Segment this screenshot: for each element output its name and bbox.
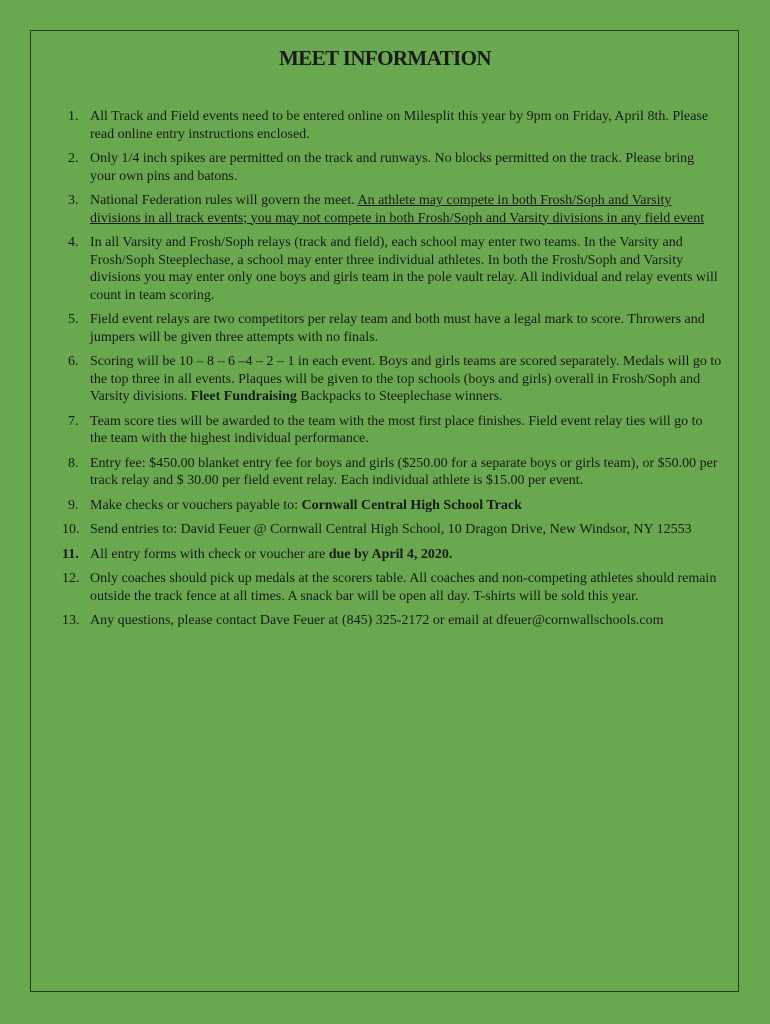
- item-text: Entry fee: $450.00 blanket entry fee for boys and girls ($250.00 for a separate boys or girls team), or $50.00 per track relay and $ 30.00 per field event relay. Each individual athlete is $15.00 per event.: [90, 455, 718, 488]
- list-item: [62, 108, 722, 143]
- item-number: 12.: [62, 571, 80, 586]
- list-item: [62, 353, 722, 406]
- list-item: [62, 311, 722, 346]
- item-number: 8.: [68, 455, 79, 471]
- item-bold-text: due by April 4, 2020.: [328, 546, 453, 562]
- list-item: [62, 497, 722, 515]
- item-text: Send entries to: David Feuer @ Cornwall Central High School, 10 Dragon Drive, New Windsor, NY 12553: [90, 522, 692, 537]
- item-number: 1.: [68, 109, 79, 124]
- list-item: [62, 192, 722, 227]
- item-bold-text: Fleet Fundraising: [190, 389, 297, 404]
- item-text: Scoring will be 10 – 8 – 6 –4 – 2 – 1 in each event. Boys and girls teams are scored separately. Medals will go to the top three in all events. Plaques will be given to the top schools (boys and girls) overall in Frosh/Soph and Varsity divisions.: [90, 354, 722, 404]
- item-text: All Track and Field events need to be entered online on Milesplit this year by 9pm on Friday, April 8th. Please read online entry instructions enclosed.: [90, 109, 709, 142]
- item-number: 10.: [62, 522, 80, 537]
- item-text: Team score ties will be awarded to the team with the most first place finishes. Field event relay ties will go to the team with the highest individual performance.: [90, 413, 703, 446]
- item-text: Make checks or vouchers payable to:: [90, 497, 302, 513]
- item-text: Any questions, please contact Dave Feuer at (845) 325-2172 or email at dfeuer@cornwallschools.com: [90, 613, 664, 628]
- item-number: 13.: [62, 613, 80, 628]
- item-number: 6.: [68, 354, 79, 369]
- meet-info-list: [62, 108, 722, 637]
- list-item: [62, 546, 722, 564]
- item-underlined-text: An athlete may compete in both Frosh/Soph and Varsity divisions in all track events; you may not compete in both Frosh/Soph and Varsity divisions in any field event: [90, 193, 705, 226]
- list-item: [62, 570, 722, 605]
- item-number: 2.: [68, 151, 79, 166]
- item-number: 5.: [68, 312, 79, 327]
- item-bold-text: Cornwall Central High School Track: [301, 497, 522, 513]
- item-text-after: Backpacks to Steeplechase winners.: [296, 389, 503, 404]
- item-number: 7.: [68, 413, 79, 429]
- list-item: [62, 612, 722, 630]
- list-item: [62, 234, 722, 304]
- item-text: Only coaches should pick up medals at the scorers table. All coaches and non-competing athletes should remain outside the track fence at all times. A snack bar will be open all day. T-shirts will be sold this year.: [90, 571, 717, 604]
- item-number: 11.: [62, 546, 79, 562]
- item-number: 4.: [68, 235, 79, 250]
- item-number: 9.: [68, 497, 79, 513]
- list-item: [62, 521, 722, 539]
- list-item: [62, 455, 722, 490]
- list-item: [62, 413, 722, 448]
- item-text: National Federation rules will govern the meet.: [90, 193, 358, 208]
- item-text: In all Varsity and Frosh/Soph relays (track and field), each school may enter two teams. In the Varsity and Frosh/Soph Steeplechase, a school may enter three individual athletes. In both the Frosh/Soph and Varsity divisions you may enter only one boys and girls team in the pole vault relay. All individual and relay events will count in team scoring.: [90, 235, 718, 303]
- list-item: [62, 150, 722, 185]
- page-title: MEET INFORMATION: [279, 46, 491, 70]
- item-text: Only 1/4 inch spikes are permitted on the track and runways. No blocks permitted on the track. Please bring your own pins and batons.: [90, 151, 695, 184]
- item-text: All entry forms with check or voucher are: [90, 546, 329, 562]
- item-text: Field event relays are two competitors per relay team and both must have a legal mark to score. Throwers and jumpers will be given three attempts with no finals.: [90, 312, 705, 345]
- item-number: 3.: [68, 193, 79, 208]
